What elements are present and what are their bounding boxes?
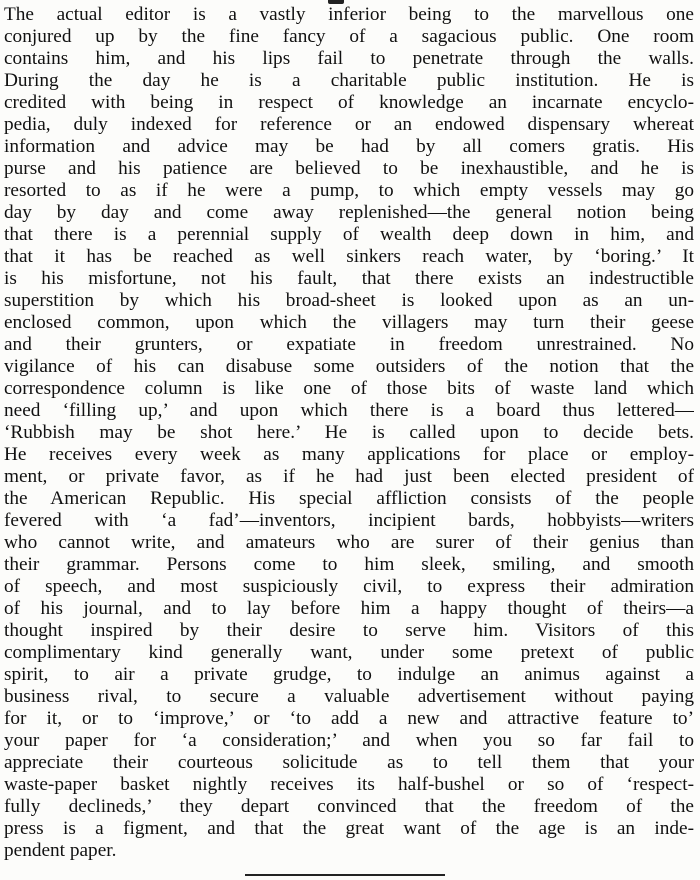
text-line: ‘Rubbish may be shot here.’ He is called upon to decide bets. bbox=[4, 422, 694, 443]
text-line: fully declineds,’ they depart convinced that the freedom of the bbox=[4, 796, 694, 817]
text-line: During the day he is a charitable public institution. He is bbox=[4, 70, 694, 91]
text-line: waste-paper basket nightly receives its half-bushel or so of ‘respect- bbox=[4, 774, 694, 795]
text-line: information and advice may be had by all comers gratis. His bbox=[4, 136, 694, 157]
text-line: superstition by which his broad-sheet is looked upon as an un- bbox=[4, 290, 694, 311]
text-line: credited with being in respect of knowledge an incarnate encyclo- bbox=[4, 92, 694, 113]
text-line: vigilance of his can disabuse some outsiders of the notion that the bbox=[4, 356, 694, 377]
text-line: resorted to as if he were a pump, to which empty vessels may go bbox=[4, 180, 694, 201]
text-line: correspondence column is like one of those bits of waste land which bbox=[4, 378, 694, 399]
text-line: their grammar. Persons come to him sleek, smiling, and smooth bbox=[4, 554, 694, 575]
text-line: the American Republic. His special affliction consists of the people bbox=[4, 488, 694, 509]
text-line: for it, or to ‘improve,’ or ‘to add a new and attractive feature to’ bbox=[4, 708, 694, 729]
text-line: is his misfortune, not his fault, that there exists an indestructible bbox=[4, 268, 694, 289]
text-line: The actual editor is a vastly inferior being to the marvellous one bbox=[4, 4, 694, 25]
text-line: He receives every week as many applications for place or employ- bbox=[4, 444, 694, 465]
text-line: and their grunters, or expatiate in freedom unrestrained. No bbox=[4, 334, 694, 355]
text-line: of his journal, and to lay before him a happy thought of theirs—a bbox=[4, 598, 694, 619]
text-line: press is a figment, and that the great want of the age is an inde- bbox=[4, 818, 694, 839]
text-line: enclosed common, upon which the villagers may turn their geese bbox=[4, 312, 694, 333]
text-line: that it has be reached as well sinkers reach water, by ‘boring.’ It bbox=[4, 246, 694, 267]
text-line: ment, or private favor, as if he had just been elected president of bbox=[4, 466, 694, 487]
text-line: conjured up by the fine fancy of a sagacious public. One room bbox=[4, 26, 694, 47]
text-line: thought inspired by their desire to serve him. Visitors of this bbox=[4, 620, 694, 641]
text-line: spirit, to air a private grudge, to indulge an animus against a bbox=[4, 664, 694, 685]
section-divider bbox=[245, 874, 445, 876]
text-line: pendent paper. bbox=[4, 840, 117, 861]
text-line: who cannot write, and amateurs who are surer of their genius than bbox=[4, 532, 694, 553]
article-body bbox=[4, 4, 694, 862]
text-line: of speech, and most suspiciously civil, to express their admiration bbox=[4, 576, 694, 597]
text-line: that there is a perennial supply of wealth deep down in him, and bbox=[4, 224, 694, 245]
text-line: contains him, and his lips fail to penetrate through the walls. bbox=[4, 48, 694, 69]
text-line: business rival, to secure a valuable advertisement without paying bbox=[4, 686, 694, 707]
text-line: fevered with ‘a fad’—inventors, incipient bards, hobbyists—writers bbox=[4, 510, 694, 531]
text-line: need ‘filling up,’ and upon which there is a board thus lettered— bbox=[4, 400, 694, 421]
text-line: your paper for ‘a consideration;’ and when you so far fail to bbox=[4, 730, 694, 751]
text-line: pedia, duly indexed for reference or an endowed dispensary whereat bbox=[4, 114, 694, 135]
text-line: purse and his patience are believed to be inexhaustible, and he is bbox=[4, 158, 694, 179]
text-line: complimentary kind generally want, under some pretext of public bbox=[4, 642, 694, 663]
text-line: appreciate their courteous solicitude as to tell them that your bbox=[4, 752, 694, 773]
text-line: day by day and come away replenished—the general notion being bbox=[4, 202, 694, 223]
